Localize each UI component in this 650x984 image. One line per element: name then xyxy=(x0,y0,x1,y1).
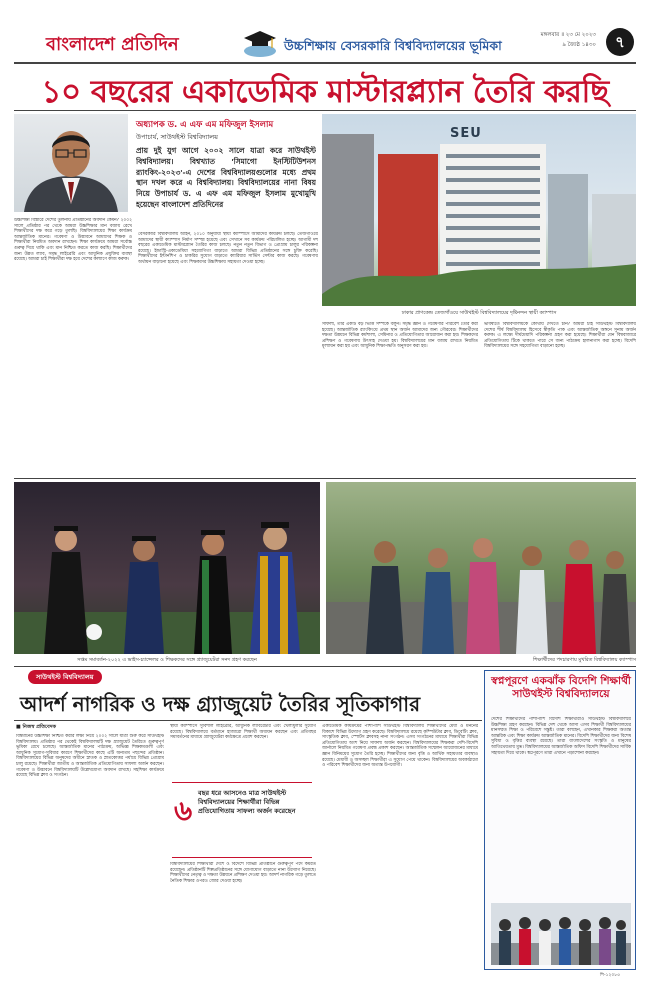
campus-building-photo xyxy=(322,114,636,306)
convocation-photo xyxy=(14,482,320,654)
story-column-1: বিশ্বমানের উচ্চশিক্ষা নিশ্চিত করার লক্ষ্য নিয়ে ২০০২ সালে যাত্রা শুরু করে সাউথইস্ট বিশ্ববিদ্যালয়। প্রতিষ্ঠার পর থেকেই বিশ্ববিদ্যালয়টি দক্ষ গ্র্যাজুয়েট তৈরিতে গুরুত্বপূর্ণ ভূমিকা রেখে চলেছে। আন্তর্জাতিক মানের পাঠ্যক্রম, অভিজ্ঞ শিক্ষকমণ্ডলী এবং আধুনিক সুযোগ-সুবিধার কারণে শিক্ষার্থীদের কাছে এটি অন্যতম পছন্দের প্রতিষ্ঠান। বিশ্ববিদ্যালয়ের বিভিন্ন অনুষদের অধীনে স্নাতক ও স্নাতকোত্তর পর্যায়ে বিভিন্ন প্রোগ্রাম চালু রয়েছে। শিক্ষার্থীরা জাতীয় ও আন্তর্জাতিক প্রতিযোগিতায় সাফল্য অর্জন করছেন। গবেষণা ও উদ্ভাবনে বিশ্ববিদ্যালয়টি উল্লেখযোগ্য অবদান রাখছে। সহশিক্ষা কার্যক্রমে রয়েছে বিভিন্ন ক্লাব ও সংগঠন। xyxy=(16,734,164,779)
reporter-byline: ■ নিজস্ব প্রতিবেদক xyxy=(16,724,56,730)
section-tag-label: সাউথইস্ট বিশ্ববিদ্যালয় xyxy=(36,672,94,681)
section-tag xyxy=(28,670,102,684)
main-headline: ১০ বছরের একাডেমিক মাস্টারপ্ল্যান তৈরি করছি xyxy=(41,74,609,110)
pull-quote-number: ৬ xyxy=(174,794,193,827)
sidebar-box xyxy=(484,670,636,970)
interviewee-title: উপাচার্য, সাউথইস্ট বিশ্ববিদ্যালয় xyxy=(136,133,218,141)
page-footer-code: শি-১২০৮৫ xyxy=(600,973,621,978)
students-caption: শিক্ষার্থীদের পদচারণায় মুখরিত বিশ্ববিদ্যালয় ক্যাম্পাস xyxy=(532,657,636,663)
interview-column-1: উচ্চশিক্ষা বিস্তারে দেশের তুলনায় প্রতিষ্ঠানের অবদান কেমন? ২০০২ সালে প্রতিষ্ঠার পর থেকে আমরা উচ্চশিক্ষার মান বজায় রেখে শিক্ষার্থীদের দক্ষ করে গড়ে তুলছি। বিশ্ববিদ্যালয়ের শিক্ষা কার্যক্রম আন্তর্জাতিক মানের। গবেষণা ও উদ্ভাবনে আমাদের শিক্ষক ও শিক্ষার্থীরা নিয়মিত অবদান রাখছেন। শিক্ষা কার্যক্রমে আমরা সর্বোচ্চ গুরুত্ব দিয়ে থাকি এবং মান নিশ্চিত করতে কাজ করছি। শিক্ষার্থীদের জন্য উন্নত ল্যাব, সমৃদ্ধ লাইব্রেরি এবং আধুনিক প্রযুক্তির ব্যবস্থা রয়েছে। আমরা চাই শিক্ষার্থীরা দক্ষ হয়ে দেশের কল্যাণে কাজ করুক। xyxy=(14,218,132,263)
convocation-caption: সপ্তম সমাবর্তন-২০২২ এ ভাইস-চ্যান্সেলর ও শিক্ষকদের সঙ্গে গ্র্যাজুয়েটরা সনদ গ্রহণ করছেন xyxy=(77,657,257,663)
story-column-4: একাডেমিক কার্যক্রমের পাশাপাশি সাউথইস্ট বিশ্ববিদ্যালয় শিক্ষার্থীদের মেধা ও মননের বিকাশে বিভিন্ন উদ্যোগ গ্রহণ করেছে। বিশ্ববিদ্যালয়ে রয়েছে কম্পিউটার ক্লাব, ডিবেটিং ক্লাব, সাংস্কৃতিক ক্লাব, স্পোর্টস ক্লাবসহ নানা সংগঠন। এসব সংগঠনের মাধ্যমে শিক্ষার্থীরা বিভিন্ন প্রতিযোগিতায় অংশ নিয়ে সাফল্য অর্জন করছেন। বিশ্ববিদ্যালয়ের শিক্ষকরা দেশি-বিদেশি জার্নালে নিয়মিত গবেষণা প্রবন্ধ প্রকাশ করছেন। আন্তর্জাতিক সম্মেলন আয়োজনের মাধ্যমে জ্ঞান বিনিময়ের সুযোগ তৈরি হচ্ছে। শিক্ষার্থীদের জন্য বৃত্তি ও আর্থিক সহায়তার ব্যবস্থাও রয়েছে। মেধাবী ও অসচ্ছল শিক্ষার্থীরা এ সুযোগ পেয়ে থাকেন। বিশ্ববিদ্যালয়ের অবকাঠামো ও পরিবেশ শিক্ষার্থীদের জন্য অত্যন্ত উপযোগী। xyxy=(322,724,478,769)
interview-column-2: বেসরকারি বিশ্ববিদ্যালয় আইন, ২০১০ অনুযায়ী স্থায়ী ক্যাম্পাসে আমাদের কার্যক্রম চলছে। তেজগাঁওয়ে আমাদের স্থায়ী ক্যাম্পাস নির্মাণ সম্পন্ন হয়েছে এবং সেখানে সব কার্যক্রম পরিচালিত হচ্ছে। আগামী দশ বছরের একাডেমিক মাস্টারপ্ল্যান তৈরির কাজ চলছে। নতুন নতুন বিভাগ ও প্রোগ্রাম চালুর পরিকল্পনা রয়েছে। ইন্ডাস্ট্রি-একাডেমিয়া সহযোগিতা বাড়াতে আমরা বিভিন্ন প্রতিষ্ঠানের সঙ্গে চুক্তি করেছি। শিক্ষার্থীদের ইন্টার্নশিপ ও চাকরির সুযোগ বাড়াতে ক্যারিয়ার সার্ভিস সেন্টার কাজ করছে। গবেষণায় অর্থায়ন বাড়ানো হয়েছে এবং শিক্ষকদের উচ্চশিক্ষায় সহায়তা দেওয়া হচ্ছে। xyxy=(138,232,318,265)
newspaper-logo: বাংলাদেশ প্রতিদিন xyxy=(46,34,179,55)
second-headline: আদর্শ নাগরিক ও দক্ষ গ্র্যাজুয়েট তৈরির সূতিকাগার xyxy=(20,692,421,716)
interview-intro: প্রায় দুই যুগ আগে ২০০২ সালে যাত্রা করে সাউথইস্ট বিশ্ববিদ্যালয়। বিশ্বখ্যাত 'সিমাগো ইনস্টিটিউশনস র‍্যাংকিং-২০২৩'-এ দেশের বিশ্ববিদ্যালয়গুলোর মধ্যে প্রথম স্থান দখল করে এ বিশ্ববিদ্যালয়। বিশ্ববিদ্যালয়ের নানা বিষয় নিয়ে উপাচার্য ড. এ এফ এম মফিজুল ইসলাম মুখোমুখি হয়েছেন বাংলাদেশ প্রতিদিনের xyxy=(136,146,316,209)
university-logo-sign: SEU xyxy=(450,126,482,141)
date-block xyxy=(530,32,596,50)
interviewee-name: অধ্যাপক ড. এ এফ এম মফিজুল ইসলাম xyxy=(136,120,274,130)
masthead xyxy=(0,0,650,66)
vice-chancellor-portrait xyxy=(14,114,128,212)
page-number: ৭ xyxy=(606,28,634,56)
date-gregorian: মঙ্গলবার ॥ ২৩ মে ২০২৩ xyxy=(540,32,596,38)
interview-column-3: সাফল্য, তার একটি বড় ভিত্তি সম্পর্কে বলুন। সমৃদ্ধ জ্ঞান ও গবেষণার পরিবেশ তৈরি করা হয়েছে। আন্তর্জাতিক র‍্যাংকিংয়ে প্রথম স্থান অর্জন আমাদের জন্য গৌরবের। শিক্ষার্থীদের দক্ষতা উন্নয়নে বিভিন্ন কর্মশালা, সেমিনার ও প্রতিযোগিতার আয়োজন করা হয়। শিক্ষকদের প্রশিক্ষণ ও গবেষণায় উৎসাহ দেওয়া হয়। বিশ্ববিদ্যালয়ের মান বজায় রাখতে নিয়মিত মূল্যায়ন করা হয় এবং আধুনিক শিক্ষাপদ্ধতি অনুসরণ করা হয়। xyxy=(322,322,478,350)
pull-quote xyxy=(172,782,312,858)
interview-column-4: ভবিষ্যতে বিশ্ববিদ্যালয়কে কোথায় দেখতে চান? আমরা চাই সাউথইস্ট বিশ্ববিদ্যালয় দেশের শীর্ষ বিশ্ববিদ্যালয় হিসেবে স্বীকৃতি পাক এবং আন্তর্জাতিক অঙ্গনে সুনাম অর্জন করুক। এ লক্ষ্যে দীর্ঘমেয়াদি পরিকল্পনা গ্রহণ করা হয়েছে। শিক্ষার্থীরা যেন বিশ্ববাজারে প্রতিযোগিতায় টিকে থাকতে পারে সে জন্য পাঠ্যক্রম হালনাগাদ করা হচ্ছে। বিদেশি বিশ্ববিদ্যালয়ের সঙ্গে সহযোগিতা বাড়ানো হচ্ছে। xyxy=(484,322,636,350)
building-photo-caption: ঢাকার প্রাণকেন্দ্র তেজগাঁওয়ে সাউথইস্ট বিশ্ববিদ্যালয়ের দৃষ্টিনন্দন স্থায়ী ক্যাম্পাস xyxy=(401,310,557,316)
graduation-cap-icon xyxy=(240,26,280,58)
section-title: উচ্চশিক্ষায় বেসরকারি বিশ্ববিদ্যালয়ের ভূমিকা xyxy=(284,38,502,53)
story-column-3: বিশ্ববিদ্যালয়ের শিক্ষার্থীরা দেশে ও বিদেশে বিভিন্ন প্রতিষ্ঠানে গুরুত্বপূর্ণ পদে কর্মরত রয়েছেন। প্রতিষ্ঠানটি শিল্পপ্রতিষ্ঠানের সঙ্গে যোগাযোগ বাড়াতে নানা উদ্যোগ নিয়েছে। শিক্ষার্থীদের নেতৃত্ব ও দক্ষতা উন্নয়নে প্রশিক্ষণ দেওয়া হয়। আদর্শ নাগরিক গড়ে তুলতে নৈতিক শিক্ষার ওপরও জোর দেওয়া হচ্ছে। xyxy=(170,862,316,884)
pull-quote-text: বছর ধরে আসনেও মাত্র সাউথইস্ট বিশ্ববিদ্যালয়ের শিক্ষার্থীরা বিভিন্ন প্রতিযোগিতায় সাফল্য অর্জন করেছেন xyxy=(198,789,296,815)
students-photo xyxy=(326,482,636,654)
foreign-students-photo xyxy=(491,903,631,965)
sidebar-headline: স্বপ্নপূরণে একঝাঁক বিদেশি শিক্ষার্থী সাউথইস্ট বিশ্ববিদ্যালয়ে xyxy=(491,675,631,700)
story-column-2: স্থায়ী ক্যাম্পাসে সুবিশাল লাইব্রেরি, আধুনিক ল্যাবরেটরি এবং খেলাধুলার সুযোগ রয়েছে। বিশ্ববিদ্যালয়ে বর্তমানে হাজারো শিক্ষার্থী অধ্যয়ন করছেন এবং প্রতিবছর সমাবর্তনের মাধ্যমে গ্র্যাজুয়েটরা কর্মক্ষেত্রে প্রবেশ করছেন। xyxy=(170,724,316,741)
date-bangla: ৯ জ্যৈষ্ঠ ১৪৩০ xyxy=(562,42,596,48)
sidebar-text: দেশের শিক্ষার্থীদের পাশাপাশি বিদেশি শিক্ষার্থীরাও সাউথইস্ট বিশ্ববিদ্যালয়ে উচ্চশিক্ষা গ্রহণ করছেন। বিভিন্ন দেশ থেকে আসা এসব শিক্ষার্থী বিশ্ববিদ্যালয়ের মানসম্মত শিক্ষা ও পরিবেশে সন্তুষ্ট। তারা বলছেন, এখানকার শিক্ষকরা অত্যন্ত আন্তরিক এবং শিক্ষা কার্যক্রম আন্তর্জাতিক মানের। বিদেশি শিক্ষার্থীদের জন্য বিশেষ সুবিধা ও বৃত্তির ব্যবস্থা রয়েছে। তারা বাংলাদেশের সংস্কৃতি ও মানুষের আতিথেয়তায় মুগ্ধ। বিশ্ববিদ্যালয়ের আন্তর্জাতিক অফিস বিদেশি শিক্ষার্থীদের সার্বিক সহায়তা দিয়ে থাকে। স্বপ্নপূরণে তারা এখানে পড়াশোনা করছেন। xyxy=(491,717,631,756)
